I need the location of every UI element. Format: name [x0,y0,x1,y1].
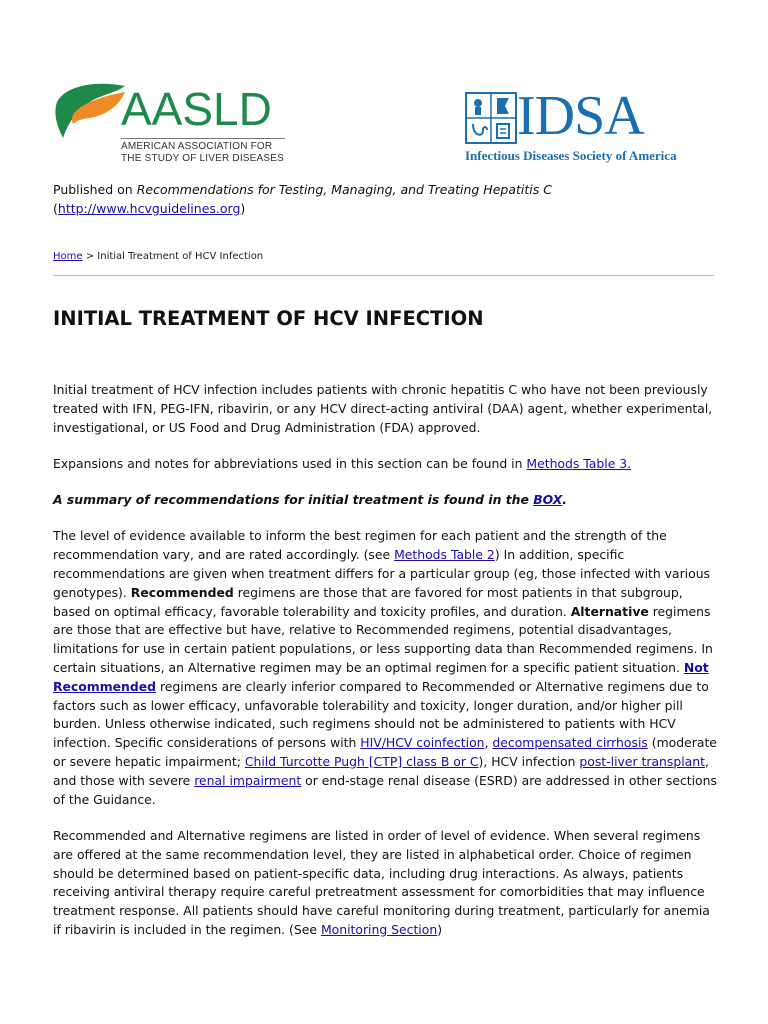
aasld-leaf-icon [55,82,127,140]
evidence-text-5: regimens are clearly inferior compared to Recommended or Alternative regimens due to factors such as lower efficacy, unfavorable tolerability and toxicity, longer duration, and/or higher pill burden. Unless otherwise indicated, such regimens should not be administered to patients with HCV infection. Specific considerations of persons with [53,678,709,751]
idsa-wordmark: IDSA [517,85,644,147]
monitoring-section-link[interactable]: Monitoring Section [320,921,438,937]
renal-impairment-link[interactable]: renal impairment [194,772,302,788]
idsa-emblem-icon [465,92,517,144]
evidence-text-8: ), HCV infection [478,754,580,770]
recommended-term: Recommended [130,584,234,600]
evidence-text-6: , [484,735,493,751]
paragraph-summary [53,491,719,510]
abbreviations-text: Expansions and notes for abbreviations used in this section can be found in [53,455,527,471]
evidence-text-9: , and those with severe [53,754,709,788]
child-turcotte-pugh-link[interactable]: Child Turcotte Pugh [CTP] class B or C [244,754,479,770]
ordering-text: Recommended and Alternative regimens are listed in order of level of evidence. When several regimens are offered at the same recommendation level, they are listed in alphabetical order. Choice of regimen should be determined based on patient-specific data, including drug interactions. As always, patients receiving antiviral therapy require careful pretreatment assessment for comorbidities that may influence treatment response. All patients should have careful monitoring during treatment, particularly for anemia if ribavirin is included in the regimen. (See [53,827,710,937]
methods-table-2-link[interactable]: Methods Table 2 [394,547,495,563]
methods-table-3-link[interactable]: Methods Table 3. [526,455,632,471]
header-logos [0,0,768,175]
not-recommended-link[interactable]: Not Recommended [53,660,709,694]
alternative-term: Alternative [570,603,649,619]
summary-end: . [562,492,567,508]
published-on [53,180,733,218]
aasld-wordmark: AASLD [121,83,272,135]
breadcrumb-separator: > [82,251,98,262]
paragraph-ordering [53,827,719,940]
header-divider [53,275,714,276]
paragraph-evidence [53,527,719,809]
breadcrumb-current: Initial Treatment of HCV Infection [97,251,264,262]
idsa-subtitle: Infectious Diseases Society of America [465,148,677,163]
hiv-hcv-coinfection-link[interactable]: HIV/HCV coinfection [360,735,485,751]
evidence-text-10: or end-stage renal disease (ESRD) are addressed in other sections of the Guidance. [53,772,717,807]
page-title: INITIAL TREATMENT OF HCV INFECTION [53,307,484,330]
summary-text: A summary of recommendations for initial treatment is found in the [53,492,534,508]
aasld-subtitle: AMERICAN ASSOCIATION FOR THE STUDY OF LIVER DISEASES [121,141,285,164]
evidence-text-2: ) In addition, specific recommendations are given when treatment differs for a particular group (eg, those infected with various genotypes). [53,547,711,600]
paragraph-abbreviations [53,455,719,474]
post-liver-transplant-link[interactable]: post-liver transplant [579,754,705,770]
breadcrumb [53,250,713,264]
ordering-end: ) [437,921,443,937]
breadcrumb-home-link[interactable]: Home [53,251,83,262]
published-url-link[interactable]: http://www.hcvguidelines.org [57,201,241,216]
published-open-paren: ( [53,201,58,216]
aasld-divider [121,138,285,139]
paragraph-intro: Initial treatment of HCV infection includes patients with chronic hepatitis C who have not been previously treated with IFN, PEG-IFN, ribavirin, or any HCV direct-acting antiviral (DAA) agent, whether experimental, investigational, or US Food and Drug Administration (FDA) approved. [53,382,713,435]
evidence-text-1: The level of evidence available to inform the best regimen for each patient and the strength of the recommendation vary, and are rated accordingly. (see [53,528,667,563]
article-body [53,381,719,957]
published-prefix: Published on [53,182,137,197]
idsa-logo[interactable] [465,85,725,172]
evidence-text-7: (moderate or severe hepatic impairment; [53,735,717,770]
evidence-text-4: regimens are those that are effective but have, relative to Recommended regimens, potential disadvantages, limitations for use in certain patient populations, or less supporting data than Recommended regimens. In certain situations, an Alternative regimen may be an optimal regimen for a specific patient situation. [53,603,713,676]
aasld-logo[interactable] [55,82,290,170]
box-link[interactable]: BOX [533,492,563,508]
published-title: Recommendations for Testing, Managing, and Treating Hepatitis C [136,182,552,197]
evidence-text-3: regimens are those that are favored for most patients in that subgroup, based on optimal efficacy, favorable tolerability and toxicity profiles, and duration. [53,584,683,619]
published-close-paren: ) [240,201,246,216]
decompensated-cirrhosis-link[interactable]: decompensated cirrhosis [492,735,648,751]
